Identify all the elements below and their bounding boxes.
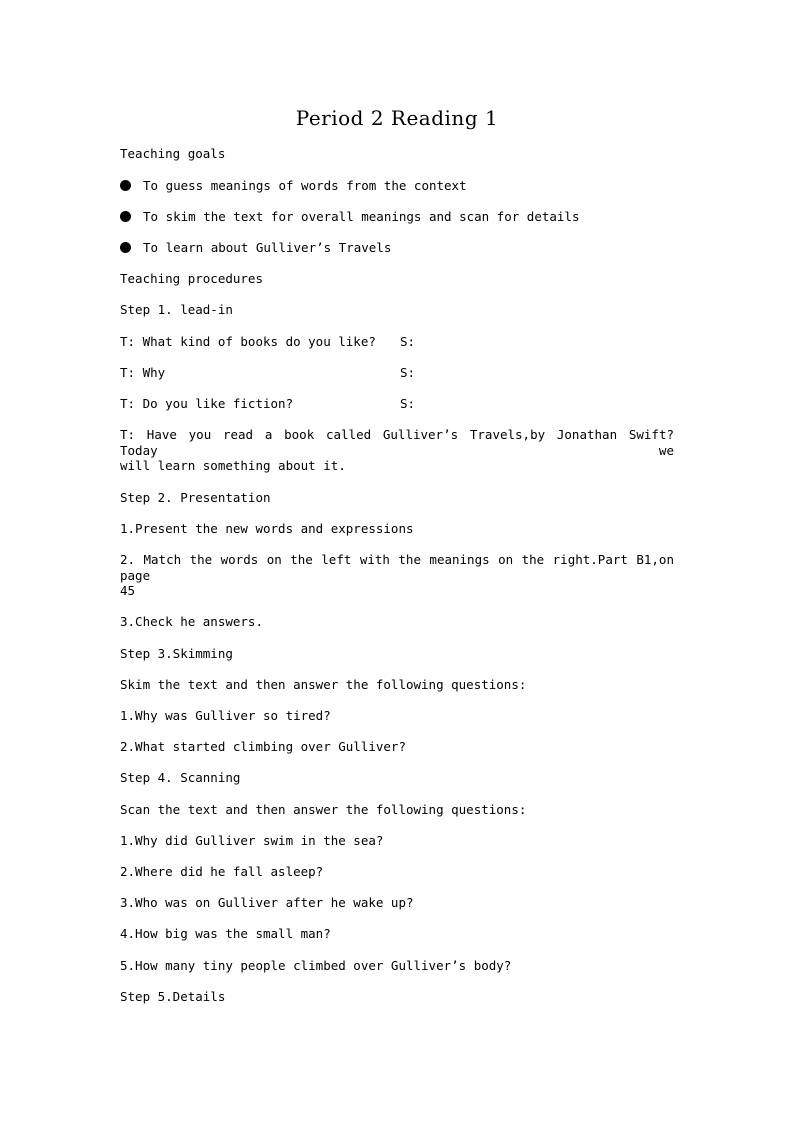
dialog-teacher: T: What kind of books do you like? bbox=[120, 334, 376, 349]
dialog-row-1 bbox=[120, 334, 415, 350]
step3-heading: Step 3.Skimming bbox=[120, 646, 233, 661]
step5-heading: Step 5.Details bbox=[120, 989, 226, 1004]
step2-heading: Step 2. Presentation bbox=[120, 490, 271, 505]
goal-text: To skim the text for overall meanings and scan for details bbox=[143, 209, 580, 224]
dialog-student: S: bbox=[400, 365, 416, 380]
dialog-teacher: T: Why bbox=[120, 365, 166, 380]
dialog-teacher: T: Do you like fiction? bbox=[120, 396, 294, 411]
goal-item-2 bbox=[120, 209, 580, 225]
teaching-goals-heading: Teaching goals bbox=[120, 146, 226, 161]
step4-question-5: 5.How many tiny people climbed over Gulliver’s body? bbox=[120, 958, 512, 973]
step1-heading: Step 1. lead-in bbox=[120, 302, 233, 317]
step2-item-2-line1: 2. Match the words on the left with the meanings on the right.Part B1,on page bbox=[120, 552, 674, 583]
goal-item-1 bbox=[120, 178, 467, 194]
dialog-row-3 bbox=[120, 396, 415, 412]
step4-question-1: 1.Why did Gulliver swim in the sea? bbox=[120, 833, 384, 848]
goal-text: To learn about Gulliver’s Travels bbox=[143, 240, 392, 255]
step2-item-1: 1.Present the new words and expressions bbox=[120, 521, 414, 536]
step2-item-3: 3.Check he answers. bbox=[120, 614, 263, 629]
page-title: Period 2 Reading 1 bbox=[295, 106, 499, 130]
step4-question-3: 3.Who was on Gulliver after he wake up? bbox=[120, 895, 414, 910]
bullet-icon bbox=[120, 180, 131, 191]
dialog-student: S: bbox=[400, 396, 416, 411]
procedures-heading: Teaching procedures bbox=[120, 271, 263, 286]
step3-question-1: 1.Why was Gulliver so tired? bbox=[120, 708, 331, 723]
step3-intro: Skim the text and then answer the following questions: bbox=[120, 677, 527, 692]
step2-item-2-line2: 45 bbox=[120, 583, 136, 598]
step4-question-4: 4.How big was the small man? bbox=[120, 926, 331, 941]
step3-question-2: 2.What started climbing over Gulliver? bbox=[120, 739, 406, 754]
dialog-student: S: bbox=[400, 334, 416, 349]
step1-paragraph-line2: will learn something about it. bbox=[120, 458, 346, 473]
step4-question-2: 2.Where did he fall asleep? bbox=[120, 864, 324, 879]
goal-text: To guess meanings of words from the context bbox=[143, 178, 467, 193]
goal-item-3 bbox=[120, 240, 391, 256]
step4-intro: Scan the text and then answer the following questions: bbox=[120, 802, 527, 817]
dialog-row-2 bbox=[120, 365, 415, 381]
bullet-icon bbox=[120, 211, 131, 222]
step1-paragraph-line1: T: Have you read a book called Gulliver’s Travels,by Jonathan Swift? Today we bbox=[120, 427, 674, 458]
step4-heading: Step 4. Scanning bbox=[120, 770, 241, 785]
bullet-icon bbox=[120, 242, 131, 253]
